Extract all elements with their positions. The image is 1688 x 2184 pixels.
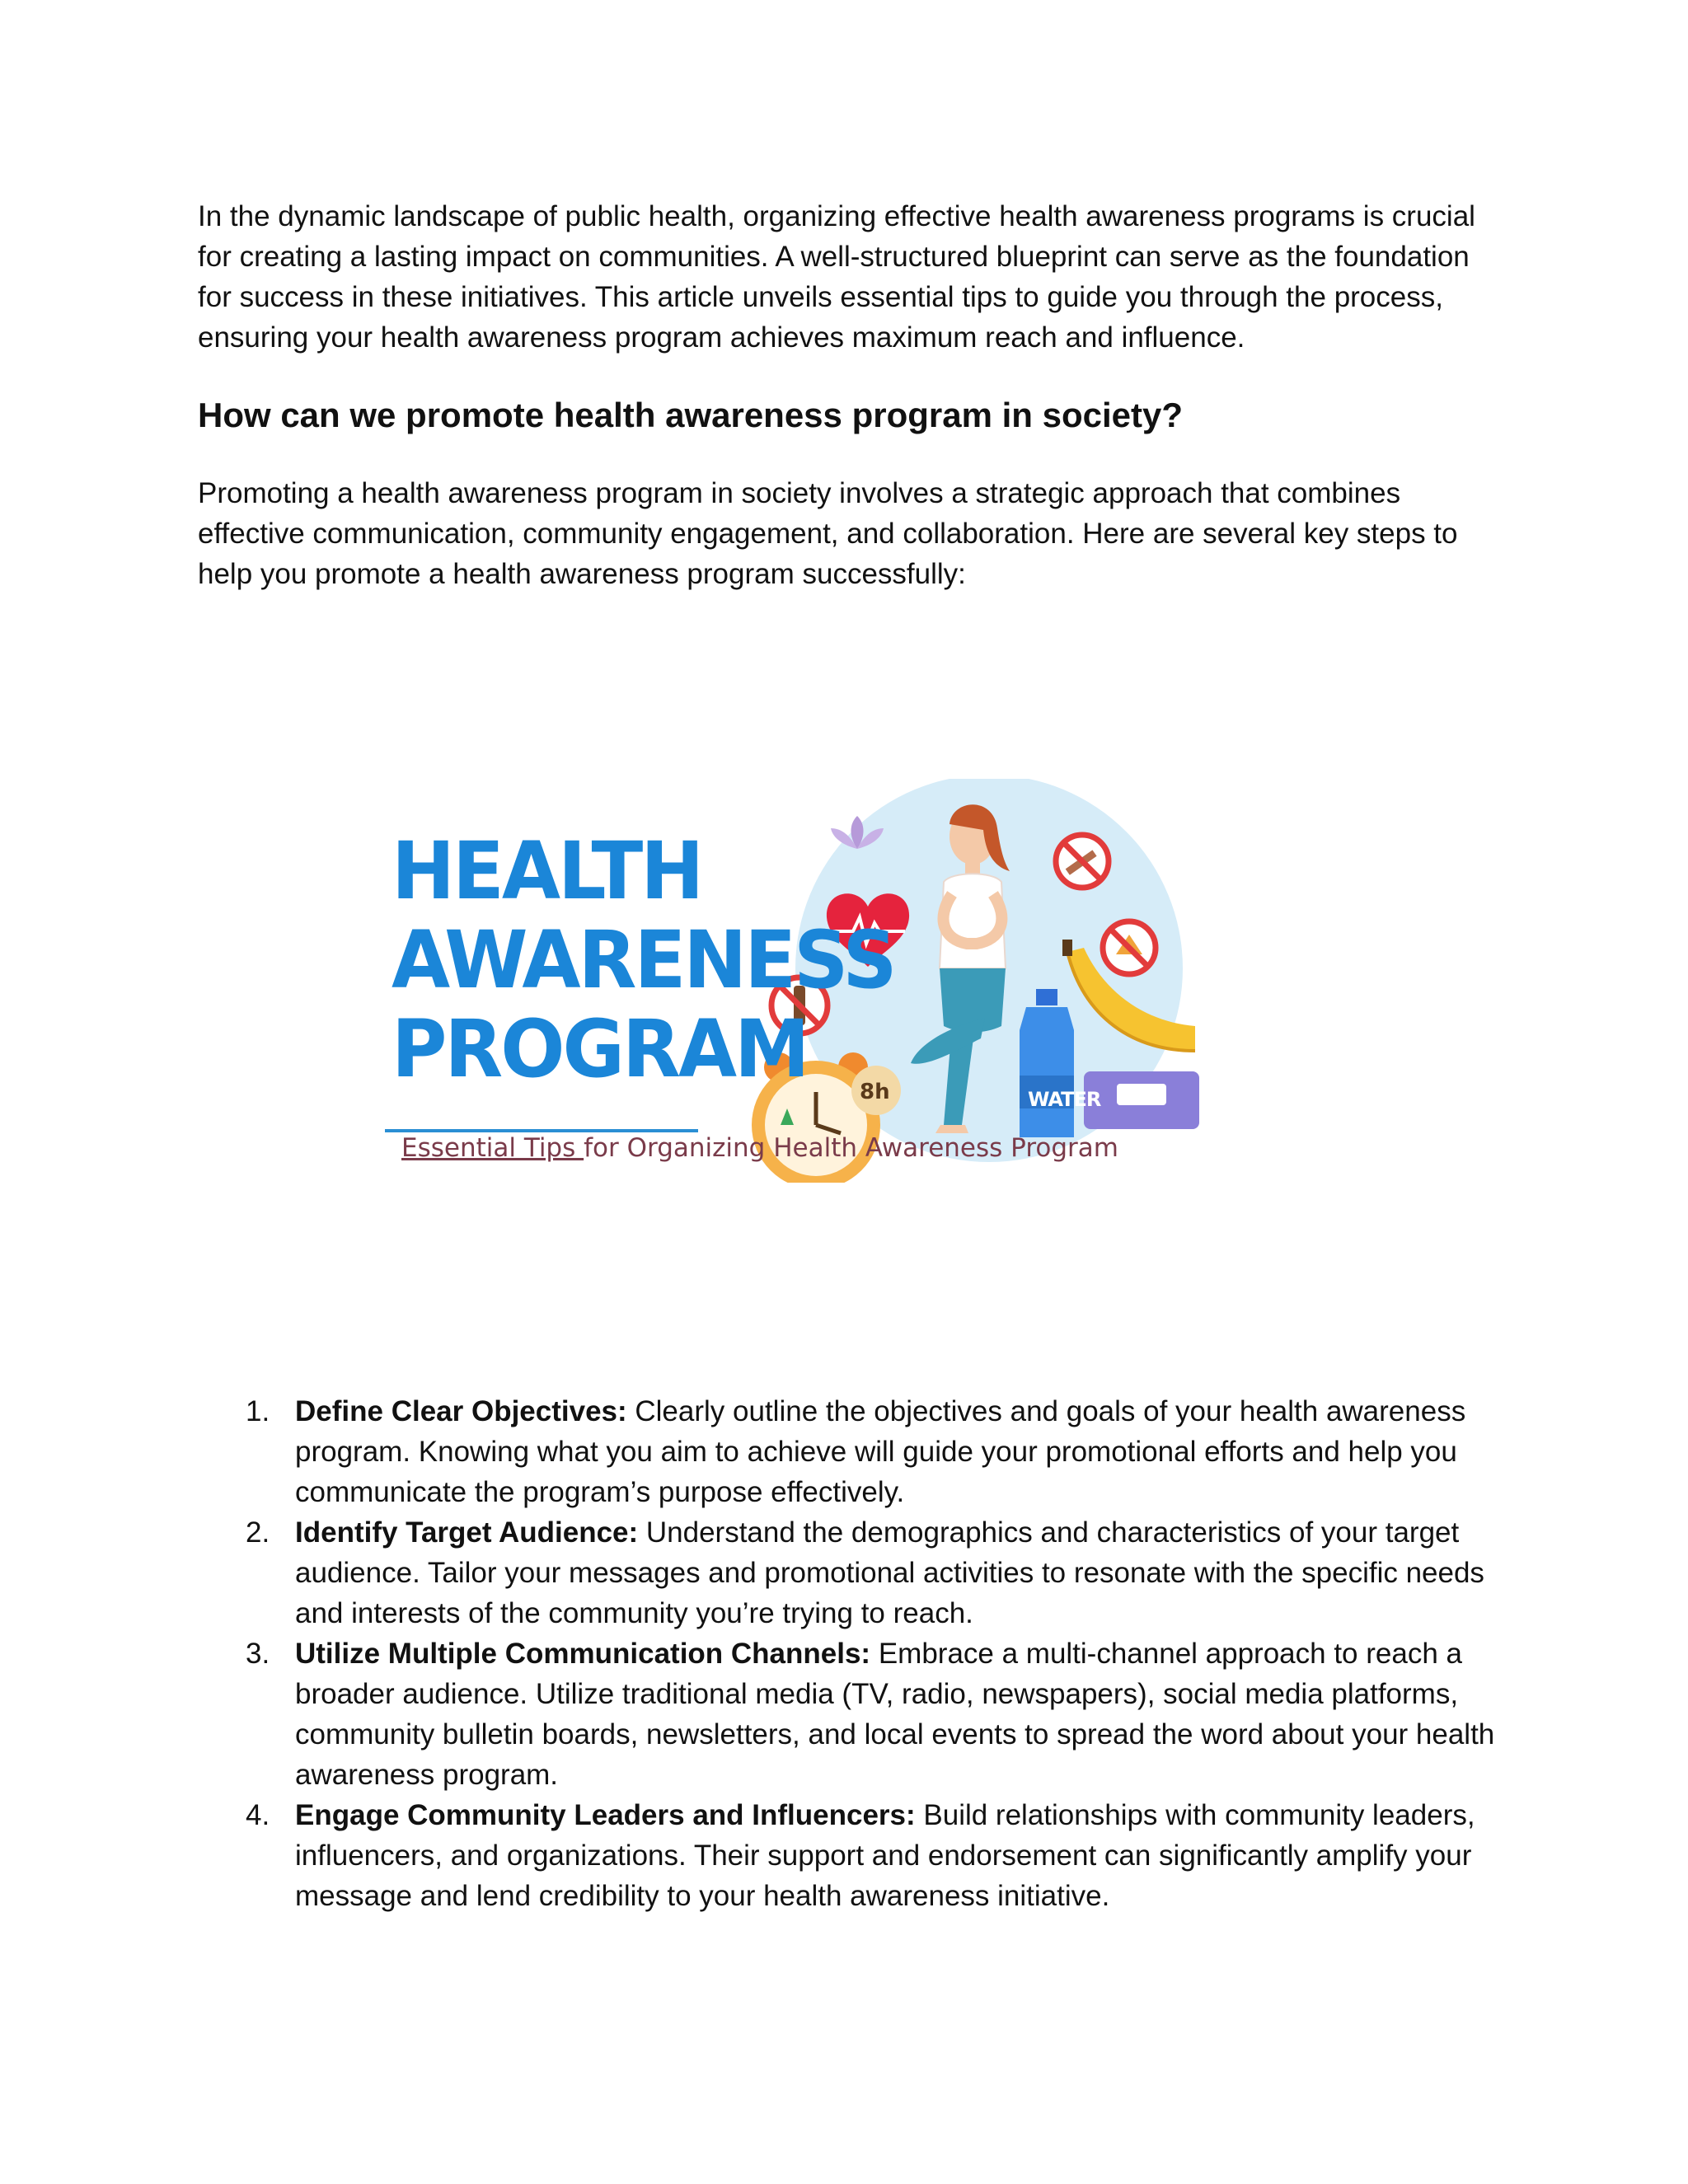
sleep-hours-label: 8h xyxy=(860,1080,890,1104)
intro-paragraph: In the dynamic landscape of public health, organizing effective health awareness programs is crucial for creating a lasting impact on communities. A well-structured blueprint can serve as the foundation for success in these initiatives. This article unveils essential tips to guide you through the process, ensuring your health awareness program achieves maximum reach and influence. xyxy=(198,200,1475,354)
list-item xyxy=(198,1391,1500,1512)
steps-list xyxy=(198,1391,1500,1916)
banner-title-line-3: PROGRAM xyxy=(392,1002,808,1096)
list-item xyxy=(198,1633,1500,1795)
list-item-title: Utilize Multiple Communication Channels: xyxy=(295,1638,871,1670)
banner-caption xyxy=(401,1133,1118,1163)
list-item xyxy=(198,1512,1500,1633)
banner-caption-rest: for Organizing Health Awareness Program xyxy=(584,1133,1118,1163)
list-item xyxy=(198,1795,1500,1916)
section-heading: How can we promote health awareness program in society? xyxy=(198,396,1183,434)
water-bottle-icon xyxy=(1020,989,1074,1137)
no-smoking-icon xyxy=(1056,835,1109,888)
weighing-scale-icon xyxy=(1084,1071,1199,1129)
list-item-text: Embrace a multi-channel approach to reach a broader audience. Utilize traditional media (TV, radio, newspapers), social media platforms, community bulletin boards, newsletters, and local events to spread the word about your health awareness program. xyxy=(295,1638,1495,1791)
body-paragraph: Promoting a health awareness program in society involves a strategic approach that combines effective communication, community engagement, and collaboration. Here are several key steps to help you promote a health awareness program successfully: xyxy=(198,477,1458,590)
list-item-title: Engage Community Leaders and Influencers: xyxy=(295,1799,916,1831)
no-junk-food-icon xyxy=(1103,921,1156,974)
banner-caption-underlined: Essential Tips xyxy=(401,1133,584,1163)
health-awareness-banner-image xyxy=(375,779,1199,1183)
list-item-text: Build relationships with community leaders, influencers, and organizations. Their support and endorsement can significantly amplify your message and lend credibility to your health awareness initiative. xyxy=(295,1799,1475,1912)
banner-title-line-2: AWARENESS xyxy=(392,913,895,1007)
list-item-number: 2. xyxy=(246,1516,270,1549)
banner-title-line-1: HEALTH xyxy=(392,824,702,918)
list-item-text: Understand the demographics and characteristics of your target audience. Tailor your messages and promotional activities to resonate with the specific needs and interests of the community you’re trying to reach. xyxy=(295,1516,1484,1629)
list-item-title: Define Clear Objectives: xyxy=(295,1395,627,1427)
list-item-text: Clearly outline the objectives and goals of your health awareness program. Knowing what you aim to achieve will guide your promotional efforts and help you communicate the program’s purpose effectively. xyxy=(295,1395,1466,1508)
list-item-number: 3. xyxy=(246,1638,270,1670)
list-item-title: Identify Target Audience: xyxy=(295,1516,639,1549)
list-item-number: 1. xyxy=(246,1395,270,1427)
banner-divider xyxy=(385,1129,698,1132)
list-item-number: 4. xyxy=(246,1799,270,1831)
water-bottle-label: WATER xyxy=(1028,1088,1101,1111)
